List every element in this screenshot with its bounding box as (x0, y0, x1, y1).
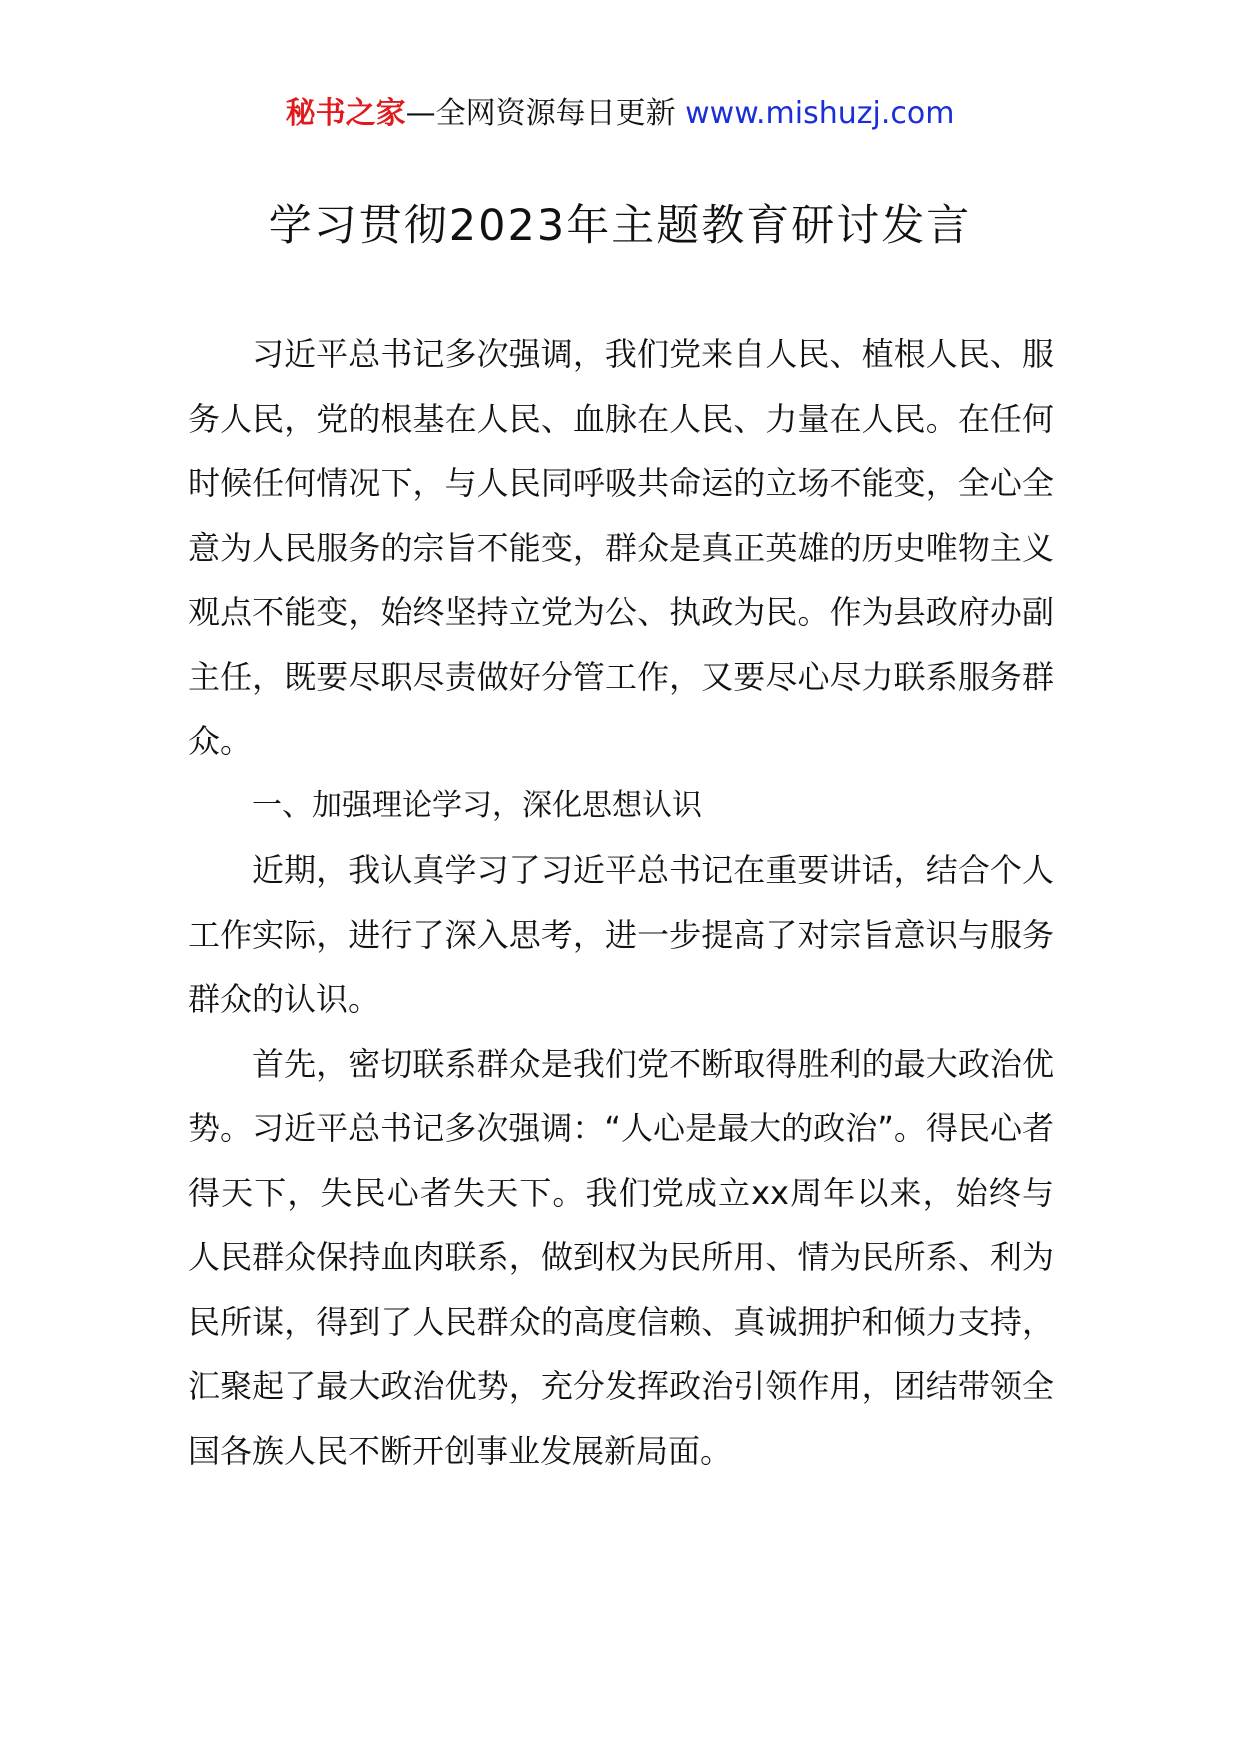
site-header (0, 94, 1240, 134)
site-url-link[interactable]: www.mishuzj.com (685, 96, 955, 131)
document-title: 学习贯彻2023年主题教育研讨发言 (268, 201, 972, 251)
section-heading: 一、加强理论学习，深化思想认识 (252, 787, 702, 823)
paragraph-intro: 习近平总书记多次强调，我们党来自人民、植根人民、服务人民，党的根基在人民、血脉在人民、力量在人民。在任何时候任何情况下，与人民同呼吸共命运的立场不能变，全心全意为人民服务的宗旨不能变，群众是真正英雄的历史唯物主义观点不能变，始终坚持立党为公、执政为民。作为县政府办副主任，既要尽职尽责做好分管工作，又要尽心尽力联系服务群众。 (188, 335, 1054, 760)
site-brand: 秘书之家 (285, 96, 406, 131)
document-body (188, 322, 1054, 1483)
site-tagline: —全网资源每日更新 (405, 96, 686, 131)
paragraph-study: 近期，我认真学习了习近平总书记在重要讲话，结合个人工作实际，进行了深入思考，进一步提高了对宗旨意识与服务群众的认识。 (188, 851, 1054, 1018)
paragraph-first: 首先，密切联系群众是我们党不断取得胜利的最大政治优势。习近平总书记多次强调：“人心是最大的政治”。得民心者得天下，失民心者失天下。我们党成立xx周年以来，始终与人民群众保持血肉联系，做到权为民所用、情为民所系、利为民所谋，得到了人民群众的高度信赖、真诚拥护和倾力支持，汇聚起了最大政治优势，充分发挥政治引领作用，团结带领全国各族人民不断开创事业发展新局面。 (188, 1044, 1054, 1470)
